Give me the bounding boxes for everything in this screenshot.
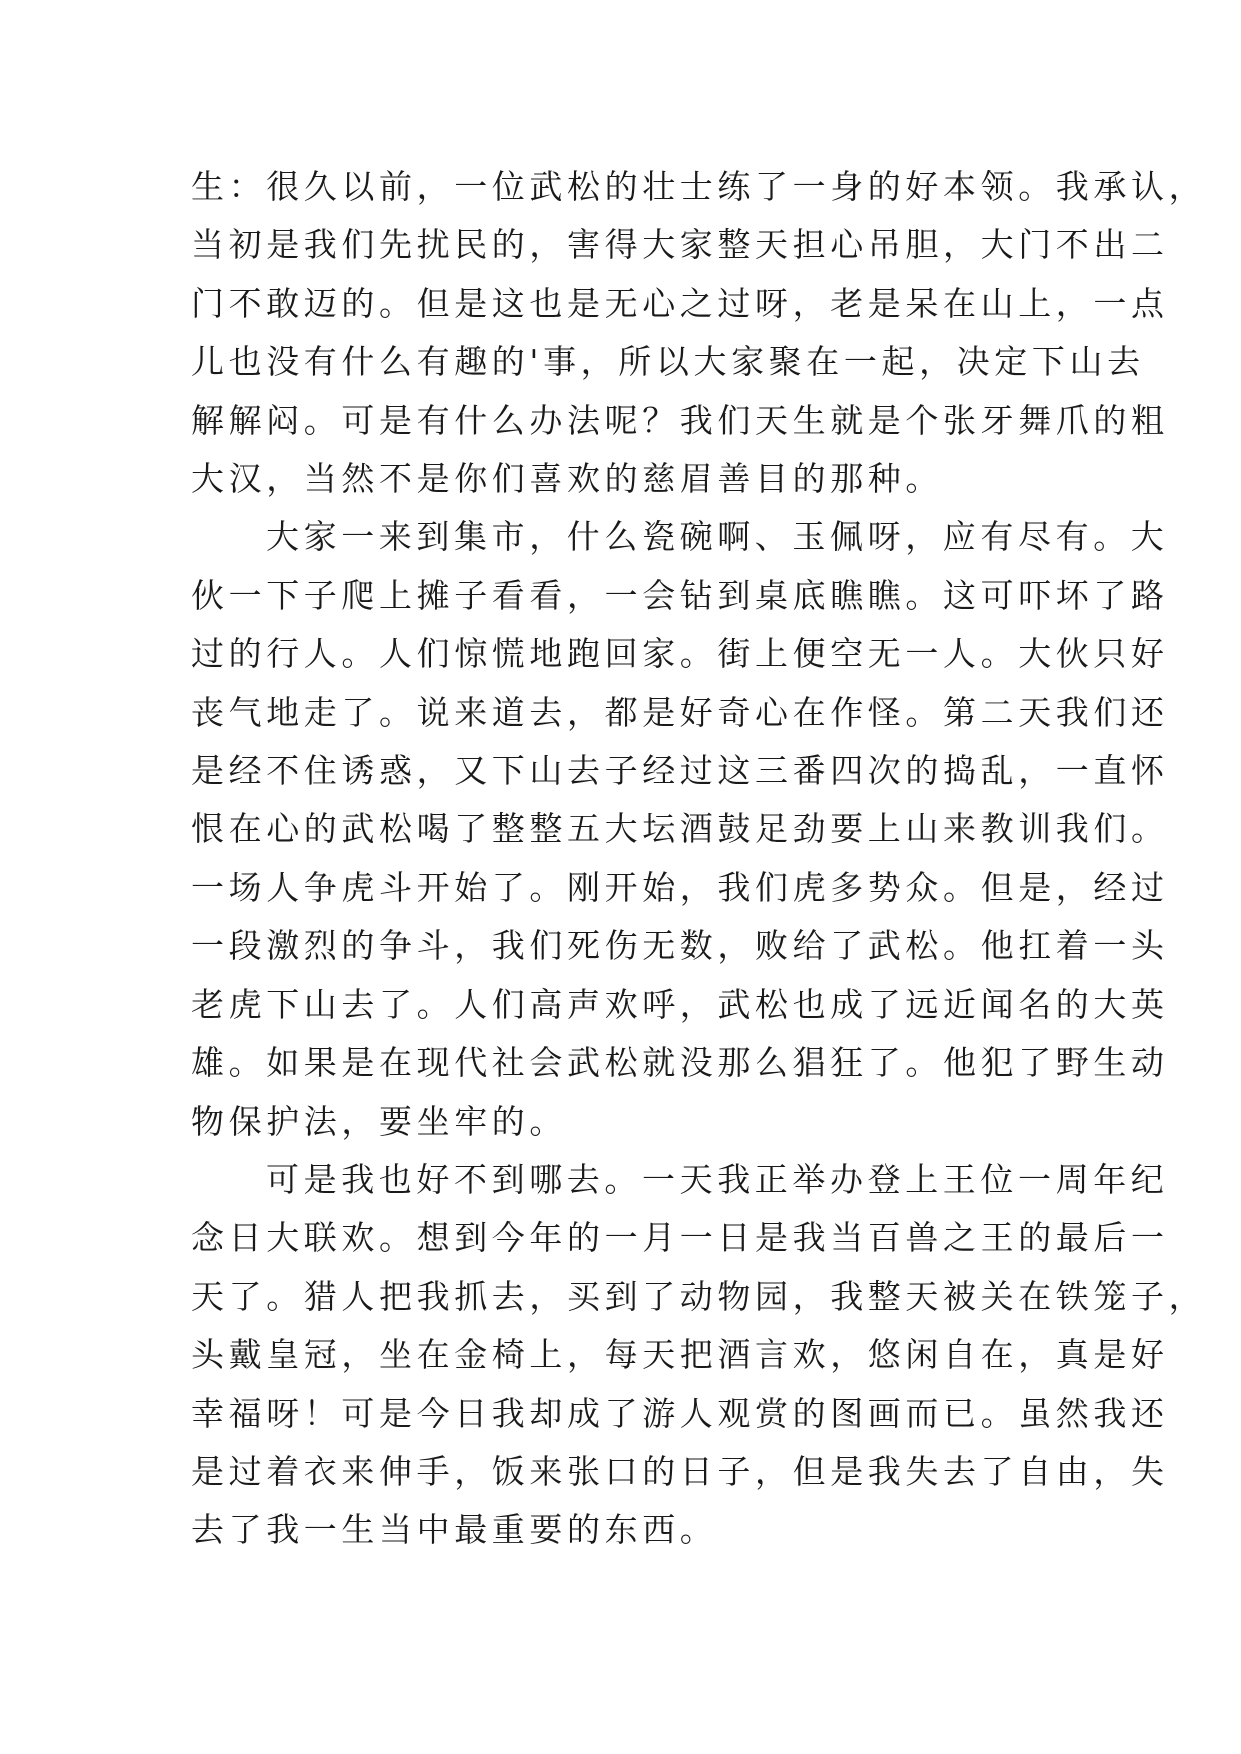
text-line: 当初是我们先扰民的，害得大家整天担心吊胆，大门不出二 <box>191 225 1169 265</box>
text-line: 解解闷。可是有什么办法呢？我们天生就是个张牙舞爪的粗 <box>191 400 1169 440</box>
paragraph-3 <box>191 1151 1207 1560</box>
text-line: 是过着衣来伸手，饭来张口的日子，但是我失去了自由，失 <box>191 1451 1169 1491</box>
text-line: 伙一下子爬上摊子看看，一会钻到桌底瞧瞧。这可吓坏了路 <box>191 575 1169 615</box>
body-text <box>191 158 1207 1560</box>
text-line: 一段激烈的争斗，我们死伤无数，败给了武松。他扛着一头 <box>191 926 1169 966</box>
text-line: 一场人争虎斗开始了。刚开始，我们虎多势众。但是，经过 <box>191 867 1169 907</box>
text-line: 雄。如果是在现代社会武松就没那么猖狂了。他犯了野生动 <box>191 1043 1169 1083</box>
paragraph-1 <box>191 158 1207 508</box>
text-line: 大家一来到集市，什么瓷碗啊、玉佩呀，应有尽有。大 <box>266 517 1169 557</box>
paragraph-2 <box>191 508 1169 1150</box>
text-line: 老虎下山去了。人们高声欢呼，武松也成了远近闻名的大英 <box>191 984 1169 1024</box>
text-line: 生：很久以前，一位武松的壮士练了一身的好本领。我承认， <box>191 167 1207 206</box>
text-line: 丧气地走了。说来道去，都是好奇心在作怪。第二天我们还 <box>191 692 1169 732</box>
text-line: 去了我一生当中最重要的东西。 <box>191 1510 718 1550</box>
text-line: 念日大联欢。想到今年的一月一日是我当百兽之王的最后一 <box>191 1218 1169 1258</box>
text-line: 天了。猎人把我抓去，买到了动物园，我整天被关在铁笼子， <box>191 1276 1207 1316</box>
text-line: 大汉，当然不是你们喜欢的慈眉善目的那种。 <box>191 459 943 499</box>
text-line: 头戴皇冠，坐在金椅上，每天把酒言欢，悠闲自在，真是好 <box>191 1335 1169 1375</box>
text-line: 儿也没有什么有趣的'事，所以大家聚在一起，决定下山去 <box>191 342 1145 382</box>
text-line: 门不敢迈的。但是这也是无心之过呀，老是呆在山上，一点 <box>191 283 1169 323</box>
text-line: 幸福呀！可是今日我却成了游人观赏的图画而已。虽然我还 <box>191 1393 1169 1433</box>
text-line: 物保护法，要坐牢的。 <box>191 1101 567 1141</box>
text-line: 过的行人。人们惊慌地跑回家。街上便空无一人。大伙只好 <box>191 634 1169 674</box>
text-line: 可是我也好不到哪去。一天我正举办登上王位一周年纪 <box>266 1159 1169 1199</box>
text-line: 恨在心的武松喝了整整五大坛酒鼓足劲要上山来教训我们。 <box>191 809 1169 849</box>
text-line: 是经不住诱惑，又下山去子经过这三番四次的捣乱，一直怀 <box>191 751 1169 791</box>
